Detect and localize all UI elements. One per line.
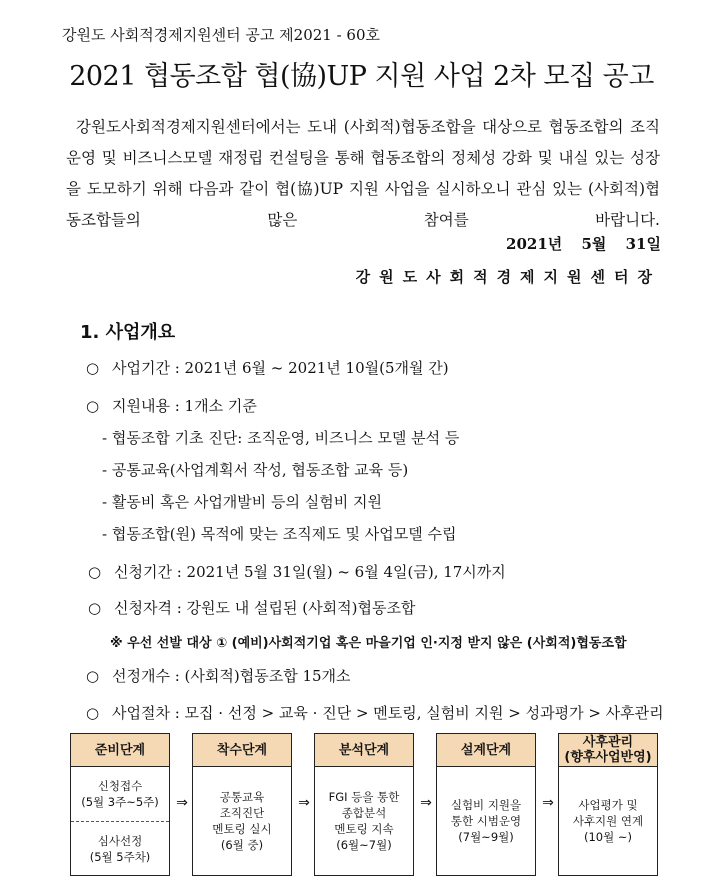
double-arrow-icon: ⇒ — [176, 795, 188, 811]
announcement-date: 2021년 5월 31일 — [506, 235, 661, 253]
stage-start — [192, 733, 292, 876]
stage-body: 공통교육 조직진단 멘토링 실시 (6월 중) — [212, 790, 272, 852]
content-text: 지원내용 : 1개소 기준 — [112, 397, 257, 415]
signer-name: 강원도사회적경제지원센터장 — [355, 268, 661, 286]
stage-head: 분석단계 — [315, 734, 413, 767]
apply-period-line — [88, 561, 506, 582]
procedure-flowchart — [70, 733, 660, 876]
eligibility-text: 신청자격 : 강원도 내 설립된 (사회적)협동조합 — [114, 599, 416, 617]
content-item: - 공통교육(사업계획서 작성, 협동조합 교육 등) — [102, 461, 409, 479]
intro-paragraph — [66, 112, 660, 236]
apply-period-text: 신청기간 : 2021년 5월 31일(월) ~ 6월 4일(금), 17시까지 — [114, 563, 506, 581]
procedure-line — [86, 702, 664, 723]
stage-body: 사업평가 및 사후지원 연계 (10월 ~) — [572, 798, 644, 844]
selection-line — [86, 665, 351, 686]
stage-followup — [558, 733, 658, 876]
stage-preparation — [70, 733, 170, 876]
eligibility-line — [88, 597, 415, 618]
priority-note: ※ 우선 선발 대상 ① (예비)사회적기업 혹은 마을기업 인·지정 받지 않은 (사회적)협동조합 — [110, 636, 627, 651]
content-item: - 활동비 혹은 사업개발비 등의 실험비 지원 — [102, 493, 383, 511]
stage-body: FGI 등을 통한 종합분석 멘토링 지속 (6월~7월) — [328, 790, 400, 852]
circle-bullet-icon: ○ — [86, 667, 100, 685]
section-title: 1. 사업개요 — [80, 322, 176, 343]
double-arrow-icon: ⇒ — [542, 795, 554, 811]
stage-step-select: 심사선정 (5월 5주차) — [89, 833, 151, 864]
circle-bullet-icon: ○ — [88, 599, 102, 617]
stage-head: 설계단계 — [437, 734, 535, 767]
stage-body: 실험비 지원을 통한 시범운영 (7월~9월) — [450, 798, 522, 844]
stage-design — [436, 733, 536, 876]
circle-bullet-icon: ○ — [86, 359, 100, 377]
period-text: 사업기간 : 2021년 6월 ~ 2021년 10월(5개월 간) — [112, 359, 449, 377]
period-line — [86, 357, 449, 378]
stage-analysis — [314, 733, 414, 876]
circle-bullet-icon: ○ — [86, 704, 100, 722]
stage-head: 사후관리 (향후사업반영) — [559, 734, 657, 767]
content-item: - 협동조합(원) 목적에 맞는 조직제도 및 사업모델 수립 — [102, 525, 457, 543]
content-line — [86, 395, 257, 416]
notice-number: 강원도 사회적경제지원센터 공고 제2021 - 60호 — [62, 26, 381, 44]
selection-text: 선정개수 : (사회적)협동조합 15개소 — [112, 667, 351, 685]
circle-bullet-icon: ○ — [86, 397, 100, 415]
double-arrow-icon: ⇒ — [420, 795, 432, 811]
content-item: - 협동조합 기초 진단: 조직운영, 비즈니스 모델 분석 등 — [102, 429, 460, 447]
intro-text: 강원도사회적경제지원센터에서는 도내 (사회적)협동조합을 대상으로 협동조합의 조직운영 및 비즈니스모델 재정립 컨설팅을 통해 협동조합의 정체성 강화 및 내실 있는 성장을 도모하기 위해 다음과 같이 협(協)UP 지원 사업을 실시하오니 관심 있는 (사회적)협동조합들의 많은 참여를 바랍니다. — [66, 118, 660, 229]
stage-head: 착수단계 — [193, 734, 291, 767]
stage-head: 준비단계 — [71, 734, 169, 767]
stage-step-apply: 신청접수 (5월 3주~5주) — [71, 767, 169, 822]
procedure-text: 사업절차 : 모집 · 선정 > 교육 · 진단 > 멘토링, 실험비 지원 > 성과평가 > 사후관리 — [112, 704, 664, 722]
page-title: 2021 협동조합 협(協)UP 지원 사업 2차 모집 공고 — [69, 61, 654, 92]
double-arrow-icon: ⇒ — [298, 795, 310, 811]
circle-bullet-icon: ○ — [88, 563, 102, 581]
